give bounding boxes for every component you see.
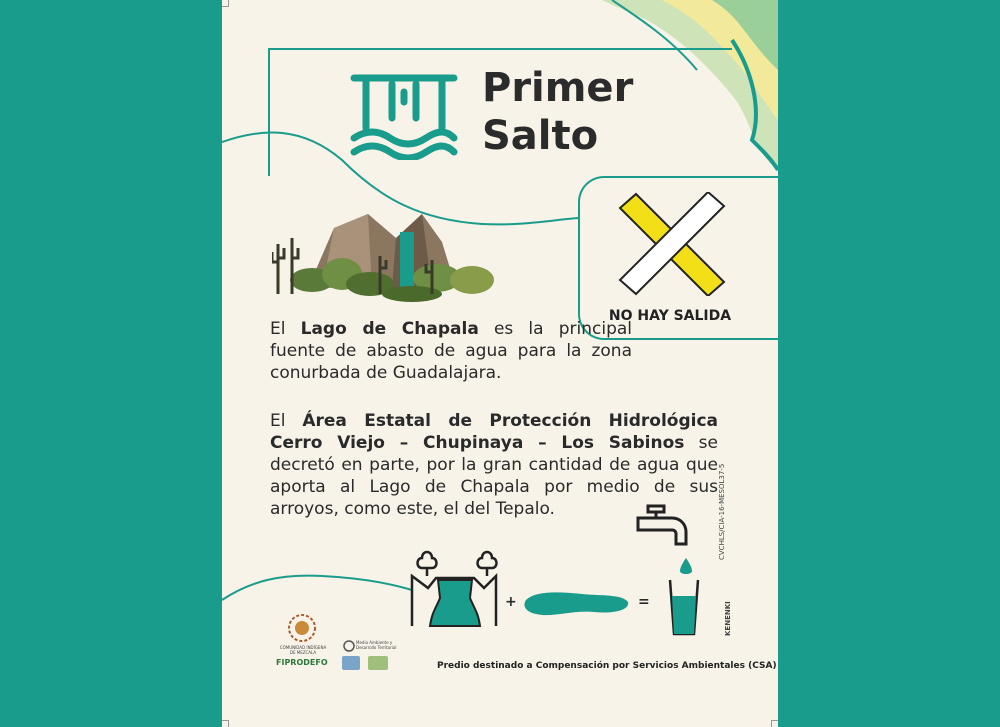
- ambiente-label: Medio Ambiente y Desarrollo Territorial: [356, 640, 397, 650]
- p1-post: es la principal fuente de abasto de agua para la zona conurbada de Guadalajara.: [270, 319, 633, 383]
- p2-bold: Área Estatal de Protección Hidrológica Cerro Viejo – Chupinaya – Los Sabinos: [270, 411, 718, 453]
- ambiente-logo: [342, 640, 356, 652]
- x-cross-icon: [616, 192, 728, 296]
- paragraph-lago-chapala: [270, 318, 632, 384]
- no-exit-label: NO HAY SALIDA: [608, 308, 732, 324]
- comunidad-label: COMUNIDAD INDÍGENA DE MEZCALA: [279, 645, 327, 655]
- partner-logo-2: [368, 656, 388, 670]
- plus-sign: +: [505, 594, 517, 610]
- mountain-landscape-illustration: [272, 208, 496, 304]
- p2-post: se decretó en parte, por la gran cantidad de agua que aporta al Lago de Chapala por medio de sus arroyos, como este, el del Tepalo.: [270, 433, 718, 519]
- lake-icon: [522, 586, 632, 622]
- crop-mark-br: [771, 720, 778, 727]
- faucet-icon: [636, 504, 692, 548]
- fiprodefo-label: FIPRODEFO: [276, 658, 328, 667]
- title-line-2: Salto: [482, 113, 599, 159]
- csa-note: Predio destinado a Compensación por Servicios Ambientales (CSA): [437, 661, 777, 671]
- fiprodefo-logo: [276, 658, 328, 667]
- sign-code: CVCHLS/CIA-16-MESOL37-5: [718, 463, 726, 560]
- no-exit-badge: [578, 176, 778, 340]
- crop-mark-tl: [222, 0, 229, 7]
- glass-of-water-icon: [666, 556, 702, 636]
- waterfall-scene-icon: [408, 548, 500, 628]
- p1-bold: Lago de Chapala: [300, 319, 479, 339]
- comunidad-seal-logo: [286, 612, 318, 644]
- credit-logo: KENENKI: [724, 601, 732, 636]
- sign-panel: [222, 0, 778, 727]
- crop-mark-bl: [222, 720, 229, 727]
- p1-pre: El: [270, 319, 301, 339]
- title-line-1: Primer: [482, 65, 634, 111]
- p2-pre: El: [270, 411, 303, 431]
- partner-logo-1: [342, 656, 360, 670]
- equals-sign: =: [638, 594, 650, 610]
